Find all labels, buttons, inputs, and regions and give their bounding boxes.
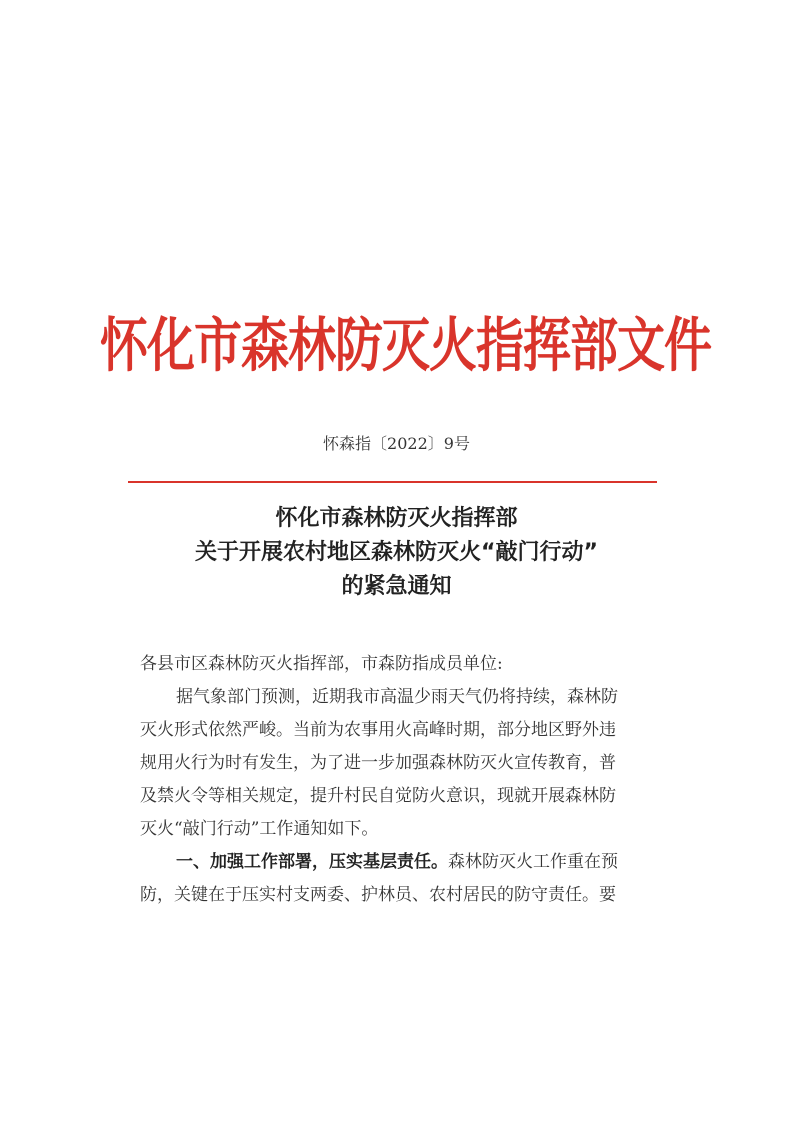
notice-title (100, 502, 693, 604)
section-1-line-1 (140, 846, 665, 879)
paragraph-1-line-2: 灭火形式依然严峻。当前为农事用火高峰时期，部分地区野外违 (140, 720, 616, 740)
section-1-text-start: 森林防灭火工作重在预 (448, 852, 618, 872)
issuer-header-title: 怀化市森林防灭火指挥部文件 (100, 311, 712, 381)
paragraph-1-line-4: 及禁火令等相关规定，提升村民自觉防火意识，现就开展森林防 (140, 786, 616, 806)
red-divider-line (128, 481, 657, 483)
notice-title-line-3: 的紧急通知 (341, 574, 452, 599)
section-1-heading: 一、加强工作部署，压实基层责任。 (176, 852, 448, 872)
paragraph-1-line-1: 据气象部门预测，近期我市高温少雨天气仍将持续，森林防 (176, 687, 618, 707)
notice-body (140, 648, 665, 912)
document-number: 怀森指〔2022〕9号 (323, 434, 470, 453)
notice-title-line-1: 怀化市森林防灭火指挥部 (275, 506, 518, 531)
section-1-line-2: 防，关键在于压实村支两委、护林员、农村居民的防守责任。要 (140, 885, 616, 905)
paragraph-1-line-3: 规用火行为时有发生，为了进一步加强森林防灭火宣传教育，普 (140, 753, 616, 773)
paragraph-1-line-5: 灭火“敲门行动”工作通知如下。 (140, 819, 379, 839)
notice-title-line-2: 关于开展农村地区森林防灭火“敲门行动” (195, 540, 598, 565)
salutation: 各县市区森林防灭火指挥部，市森防指成员单位: (140, 654, 503, 674)
